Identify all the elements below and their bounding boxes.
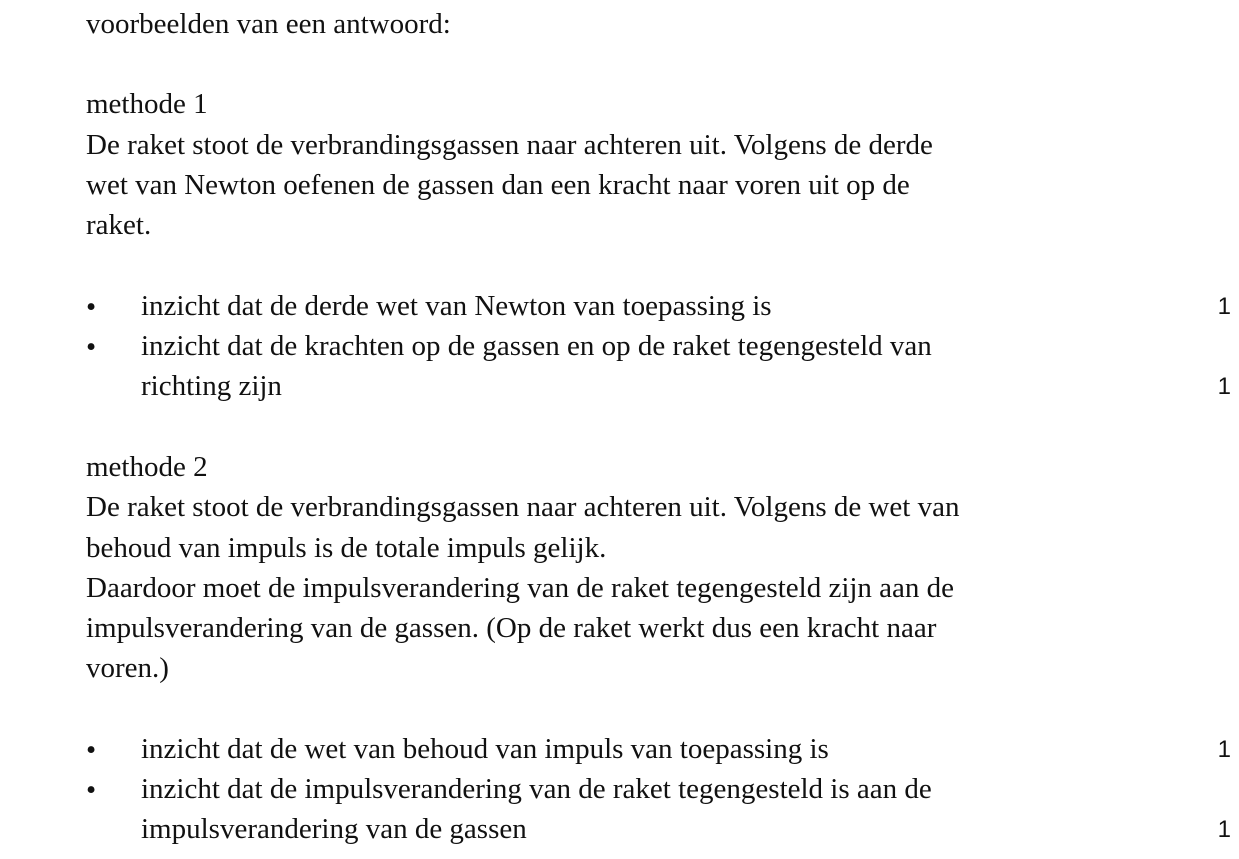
- intro-text: voorbeelden van een antwoord:: [86, 8, 451, 40]
- method1-text-line: raket.: [86, 209, 152, 241]
- method1-criterion-2-score: 1: [1217, 373, 1231, 400]
- method2-criterion-2-cont: impulsverandering van de gassen: [141, 813, 527, 845]
- method1-criterion-2-cont: richting zijn: [141, 370, 282, 402]
- bullet-icon: •: [86, 331, 97, 363]
- method2-text-line: De raket stoot de verbrandingsgassen naar achteren uit. Volgens de wet van: [86, 491, 960, 523]
- bullet-icon: •: [86, 291, 97, 323]
- method2-criterion-1: inzicht dat de wet van behoud van impuls van toepassing is: [141, 733, 829, 765]
- bullet-icon: •: [86, 734, 97, 766]
- method1-criterion-1-score: 1: [1217, 293, 1231, 320]
- method2-text-line: behoud van impuls is de totale impuls gelijk.: [86, 532, 607, 564]
- method2-text-line: impulsverandering van de gassen. (Op de raket werkt dus een kracht naar: [86, 612, 937, 644]
- method1-criterion-1: inzicht dat de derde wet van Newton van toepassing is: [141, 290, 772, 322]
- method2-text-line: Daardoor moet de impulsverandering van de raket tegengesteld zijn aan de: [86, 572, 955, 604]
- method1-text-line: De raket stoot de verbrandingsgassen naar achteren uit. Volgens de derde: [86, 129, 933, 161]
- method2-criterion-1-score: 1: [1217, 736, 1231, 763]
- method2-criterion-2-score: 1: [1217, 816, 1231, 843]
- method1-heading: methode 1: [86, 88, 208, 120]
- bullet-icon: •: [86, 774, 97, 806]
- method1-criterion-2: inzicht dat de krachten op de gassen en op de raket tegengesteld van: [141, 330, 932, 362]
- method2-heading: methode 2: [86, 451, 208, 483]
- method2-criterion-2: inzicht dat de impulsverandering van de raket tegengesteld is aan de: [141, 773, 932, 805]
- method1-text-line: wet van Newton oefenen de gassen dan een kracht naar voren uit op de: [86, 169, 910, 201]
- method2-text-line: voren.): [86, 652, 169, 684]
